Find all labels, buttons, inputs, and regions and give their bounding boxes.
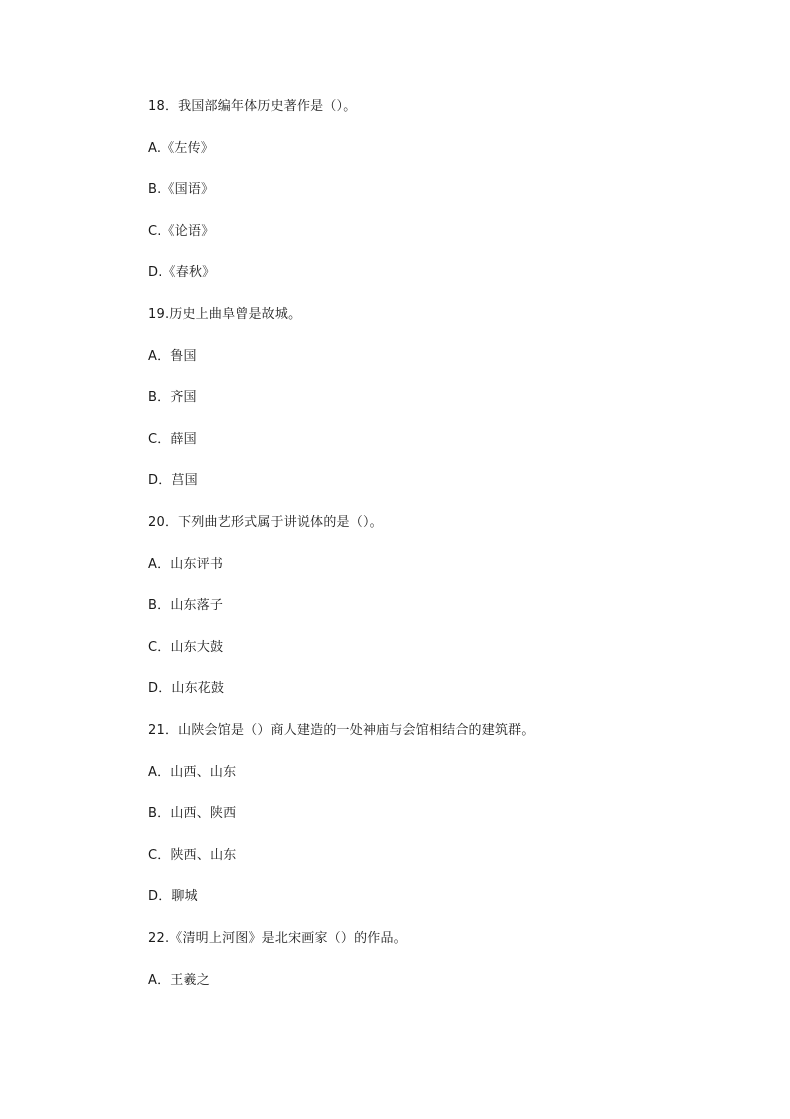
question-21-stem: 21．山陕会馆是（）商人建造的一处神庙与会馆相结合的建筑群。 — [148, 723, 535, 738]
question-18-stem: 18．我国部编年体历史著作是（）。 — [148, 99, 357, 114]
question-18-option-d: D.《春秋》 — [148, 265, 216, 280]
question-22-stem: 22.《清明上河图》是北宋画家（）的作品。 — [148, 931, 407, 946]
question-21-option-b: B．山西、陕西 — [148, 806, 237, 821]
question-18-option-a: A.《左传》 — [148, 141, 214, 156]
question-19-stem: 19.历史上曲阜曾是故城。 — [148, 307, 302, 322]
question-20-stem: 20．下列曲艺形式属于讲说体的是（）。 — [148, 515, 383, 530]
question-22-option-a: A．王羲之 — [148, 973, 210, 988]
question-20-option-a: A．山东评书 — [148, 557, 224, 572]
question-20-option-d: D．山东花鼓 — [148, 681, 225, 696]
question-19-option-c: C．薛国 — [148, 432, 197, 447]
question-21-option-c: C．陕西、山东 — [148, 848, 237, 863]
question-21-option-a: A．山西、山东 — [148, 765, 237, 780]
question-19-option-a: A．鲁国 — [148, 349, 197, 364]
question-18-option-b: B.《国语》 — [148, 182, 215, 197]
question-18-option-c: C.《论语》 — [148, 224, 215, 239]
question-19-option-d: D．莒国 — [148, 473, 198, 488]
question-20-option-c: C．山东大鼓 — [148, 640, 224, 655]
question-20-option-b: B．山东落子 — [148, 598, 224, 613]
question-19-option-b: B．齐国 — [148, 390, 197, 405]
question-21-option-d: D．聊城 — [148, 889, 198, 904]
